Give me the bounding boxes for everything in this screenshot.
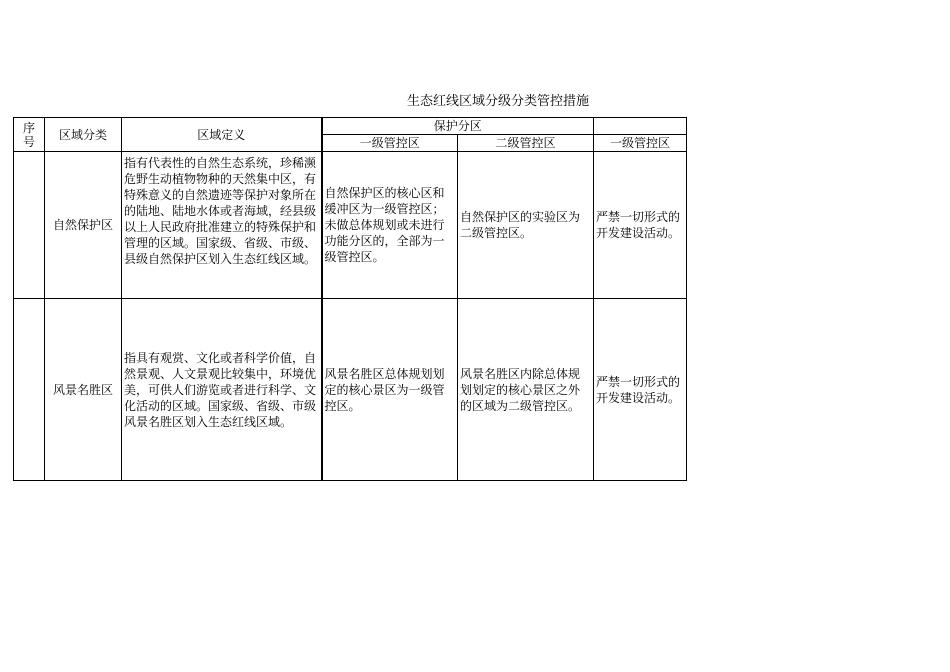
row-level2: 风景名胜区内除总体规划划定的核心景区之外的区域为二级管控区。 bbox=[458, 299, 594, 481]
header-row-1 bbox=[14, 118, 687, 135]
row-level1: 自然保护区的核心区和缓冲区为一级管控区；未做总体规划或未进行功能分区的，全部为一级管控区。 bbox=[322, 152, 458, 299]
header-level2: 二级管控区 bbox=[458, 135, 594, 152]
table-row bbox=[14, 152, 687, 299]
page-title: 生态红线区域分级分类管控措施 bbox=[407, 94, 590, 109]
row-measure: 严禁一切形式的开发建设活动。 bbox=[594, 152, 687, 299]
row-level2: 自然保护区的实验区为二级管控区。 bbox=[458, 152, 594, 299]
row-measure: 严禁一切形式的开发建设活动。 bbox=[594, 299, 687, 481]
header-category: 区域分类 bbox=[45, 118, 122, 152]
header-level1-measure: 一级管控区 bbox=[594, 135, 687, 152]
row-category: 自然保护区 bbox=[45, 152, 122, 299]
row-category: 风景名胜区 bbox=[45, 299, 122, 481]
row-seq bbox=[14, 152, 45, 299]
header-level1: 一级管控区 bbox=[322, 135, 458, 152]
header-seq bbox=[14, 118, 45, 152]
row-level1: 风景名胜区总体规划划定的核心景区为一级管控区。 bbox=[322, 299, 458, 481]
header-protection-zone: 保护分区 bbox=[322, 118, 594, 135]
header-empty-cell bbox=[594, 118, 687, 135]
header-seq-line1: 序 bbox=[22, 120, 35, 135]
row-definition: 指具有观赏、文化或者科学价值，自然景观、人文景观比较集中，环境优美，可供人们游览或者进行科学、文化活动的区域。国家级、省级、市级风景名胜区划入生态红线区域。 bbox=[122, 299, 322, 481]
row-definition: 指有代表性的自然生态系统，珍稀濒危野生动植物物种的天然集中区，有特殊意义的自然遗迹等保护对象所在的陆地、陆地水体或者海域，经县级以上人民政府批准建立的特殊保护和管理的区域。国家级、省级、市级、县级自然保护区划入生态红线区域。 bbox=[122, 152, 322, 299]
table-row bbox=[14, 299, 687, 481]
row-seq bbox=[14, 299, 45, 481]
header-seq-line2: 号 bbox=[22, 134, 35, 149]
control-measures-table bbox=[13, 117, 687, 481]
header-definition: 区域定义 bbox=[122, 118, 322, 152]
